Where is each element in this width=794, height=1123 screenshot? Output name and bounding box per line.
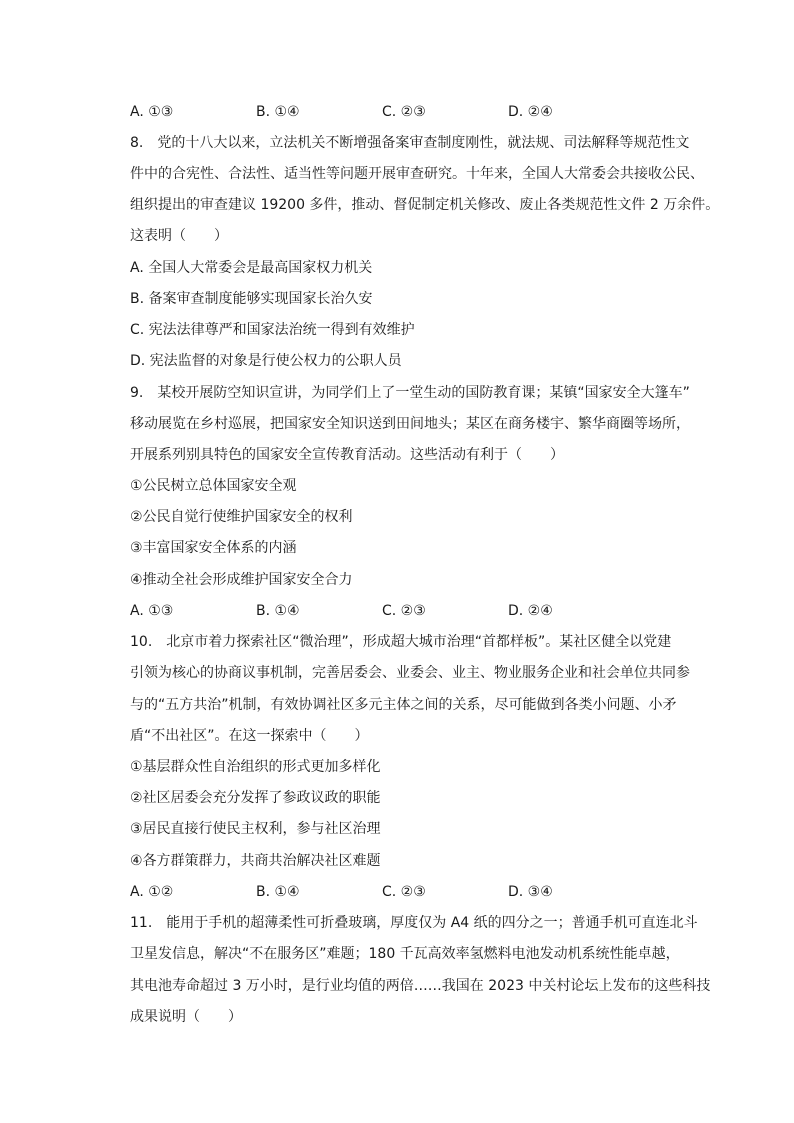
q10-stem-line-4: 盾“不出社区”。在这一探索中（ ） (130, 728, 369, 744)
q9-item-1: ①公民树立总体国家安全观 (130, 478, 297, 494)
q10-item-3: ③居民直接行使民主权利，参与社区治理 (130, 821, 381, 837)
q10-option-a[interactable]: A. ①② (130, 884, 174, 900)
q9-stem-line-3: 开展系列别具特色的国家安全宣传教育活动。这些活动有利于（ ） (130, 447, 564, 463)
q8-option-b[interactable]: B. 备案审查制度能够实现国家长治久安 (130, 291, 373, 307)
q10-item-2: ②社区居委会充分发挥了参政议政的职能 (130, 790, 381, 806)
q8-option-d[interactable]: D. 宪法监督的对象是行使公权力的公职人员 (130, 353, 402, 369)
q9-stem-line-1: 9. 某校开展防空知识宣讲，为同学们上了一堂生动的国防教育课；某镇“国家安全大篷车” (130, 385, 690, 401)
q7-option-a[interactable]: A. ①③ (130, 104, 174, 120)
q7-options (130, 102, 690, 122)
q10-stem-line-3: 与的“五方共治”机制，有效协调社区多元主体之间的关系，尽可能做到各类小问题、小矛 (130, 697, 677, 713)
q9-stem-line-2: 移动展览在乡村巡展，把国家安全知识送到田间地头；某区在商务楼宇、繁华商圈等场所， (130, 416, 690, 432)
q8-stem-line-4: 这表明（ ） (130, 228, 228, 244)
q10-stem-line-1: 10. 北京市着力探索社区“微治理”，形成超大城市治理“首都样板”。某社区健全以党建 (130, 634, 672, 650)
q10-item-1: ①基层群众性自治组织的形式更加多样化 (130, 759, 381, 775)
q11-stem-line-4: 成果说明（ ） (130, 1009, 242, 1025)
q11-stem-line-2: 卫星发信息，解决“不在服务区”难题；180 千瓦高效率氢燃料电池发动机系统性能卓越， (130, 946, 680, 962)
q9-option-d[interactable]: D. ②④ (508, 603, 553, 619)
q8-stem-line-2: 件中的合宪性、合法性、适当性等问题开展审查研究。十年来，全国人大常委会共接收公民、 (130, 166, 704, 182)
q10-stem-line-2: 引领为核心的协商议事机制，完善居委会、业委会、业主、物业服务企业和社会单位共同参 (130, 665, 690, 681)
q9-options (130, 601, 690, 621)
q10-option-d[interactable]: D. ③④ (508, 884, 553, 900)
q10-item-4: ④各方群策群力，共商共治解决社区难题 (130, 853, 381, 869)
q8-option-c[interactable]: C. 宪法法律尊严和国家法治统一得到有效维护 (130, 322, 415, 338)
q9-item-4: ④推动全社会形成维护国家安全合力 (130, 572, 353, 588)
q9-option-b[interactable]: B. ①④ (256, 603, 300, 619)
q8-stem-line-1: 8. 党的十八大以来，立法机关不断增强备案审查制度刚性，就法规、司法解释等规范性文 (130, 135, 690, 151)
q9-option-c[interactable]: C. ②③ (382, 603, 426, 619)
q7-option-d[interactable]: D. ②④ (508, 104, 553, 120)
q10-option-c[interactable]: C. ②③ (382, 884, 426, 900)
q11-stem-line-3: 其电池寿命超过 3 万小时，是行业均值的两倍……我国在 2023 中关村论坛上发布的这些科技 (130, 978, 711, 994)
q10-option-b[interactable]: B. ①④ (256, 884, 300, 900)
q8-stem-line-3: 组织提出的审查建议 19200 多件，推动、督促制定机关修改、废止各类规范性文件 2 万余件。 (130, 197, 720, 213)
q8-option-a[interactable]: A. 全国人大常委会是最高国家权力机关 (130, 260, 373, 276)
q9-item-3: ③丰富国家安全体系的内涵 (130, 540, 297, 556)
q7-option-b[interactable]: B. ①④ (256, 104, 300, 120)
q10-options (130, 882, 690, 902)
q9-item-2: ②公民自觉行使维护国家安全的权利 (130, 509, 353, 525)
q9-option-a[interactable]: A. ①③ (130, 603, 174, 619)
q7-option-c[interactable]: C. ②③ (382, 104, 426, 120)
q11-stem-line-1: 11. 能用于手机的超薄柔性可折叠玻璃，厚度仅为 A4 纸的四分之一；普通手机可直连北斗 (130, 915, 698, 931)
